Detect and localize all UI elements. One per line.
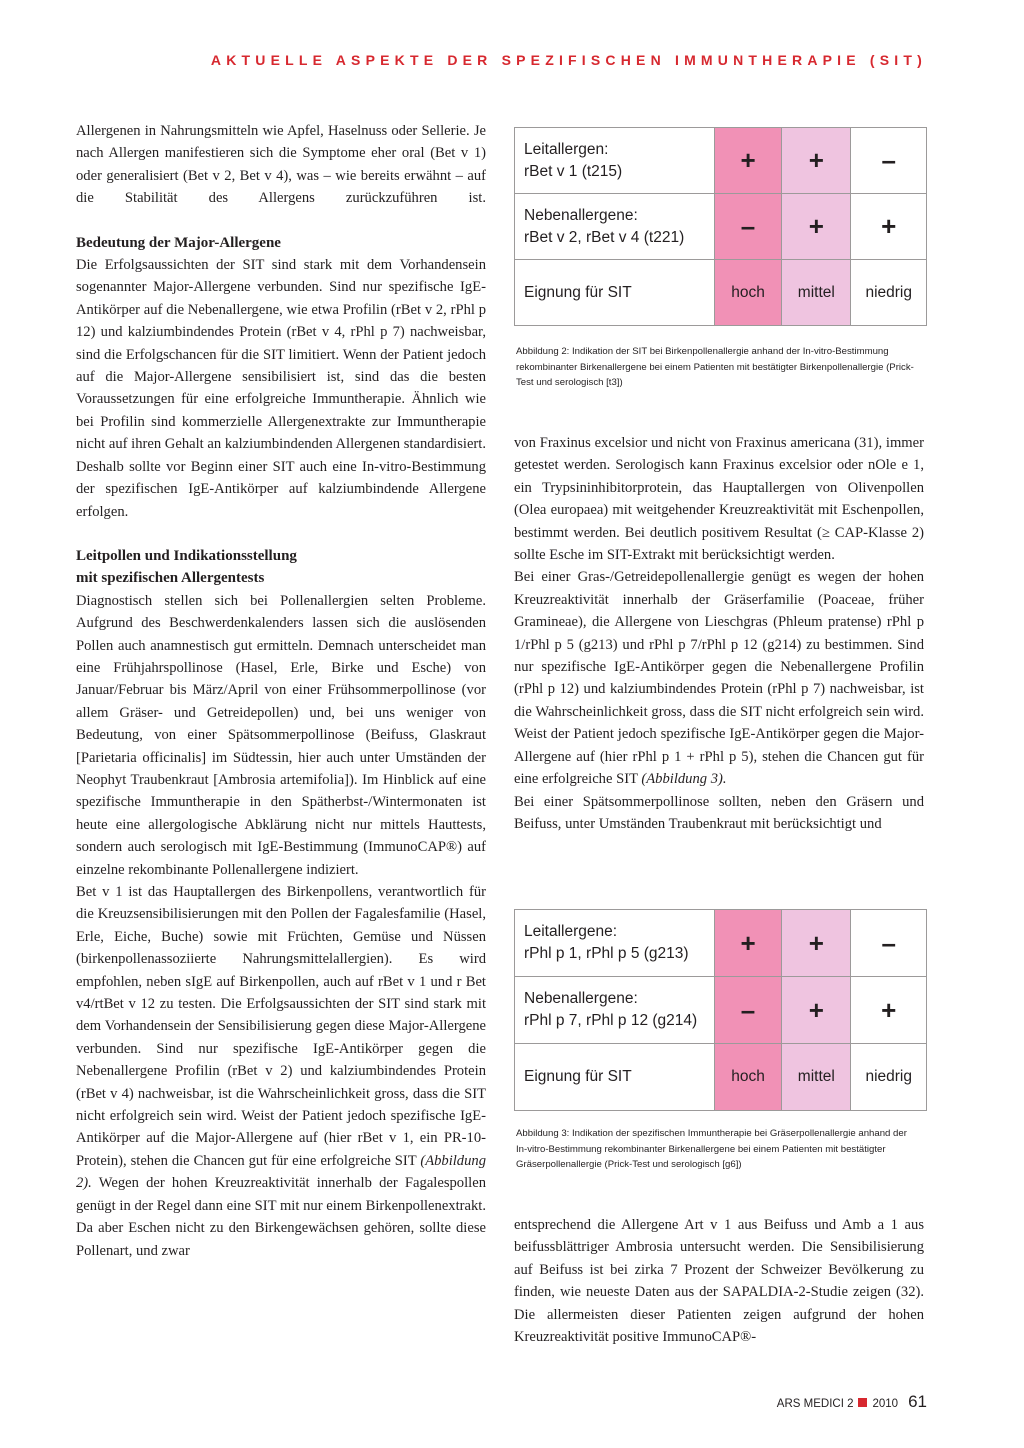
row-label-line: Leitallergene: — [524, 923, 618, 940]
row-label-line: rPhl p 7, rPhl p 12 (g214) — [524, 1012, 698, 1029]
cell-mittel: mittel — [782, 1044, 851, 1111]
cell-hoch: – — [714, 194, 781, 260]
paragraph-text: Bei einer Gras-/Getreidepollenallergie genügt es wegen der hohen Kreuzreaktivität innerhalb der Gräserfamilie (Poaceae, früher Gramineae), die Allergene von Lieschgras (Phleum pratense) rPhl p 1/rPhl p 5 (g213) und rPhl p 7/rPhl p 12 (g214) zu bestimmen. Sind nur spezifische IgE-Antikörper gegen die Nebenallergene Profilin (rPhl p 12) und kalziumbindendes Protein (rPhl p 7) nachweisbar, ist die Wahrscheinlichkeit gross, dass die SIT nicht erfolgreich sein wird. Weist der Patient jedoch spezifische IgE-Antikörper gegen die Major-Allergene auf (hier rPhl p 1 + rPhl p 5), stehen die Chancen gut für eine erfolgreiche SIT — [514, 569, 924, 788]
cell-niedrig: + — [851, 977, 927, 1044]
cell-niedrig: – — [851, 128, 927, 194]
row-label-line: Nebenallergene: — [524, 206, 638, 224]
row-label-line: Leitallergen: — [524, 140, 609, 158]
table-row — [515, 128, 927, 194]
cell-hoch: hoch — [714, 1044, 781, 1111]
table-row — [515, 1044, 927, 1111]
table-row — [515, 977, 927, 1044]
running-title: AKTUELLE ASPEKTE DER SPEZIFISCHEN IMMUNTHERAPIE (SIT) — [210, 52, 927, 68]
paragraph — [76, 881, 486, 1262]
table-row — [515, 194, 927, 260]
cell-mittel: mittel — [782, 260, 851, 326]
figure-2-caption: Abbildung 2: Indikation der SIT bei Birkenpollenallergie anhand der In-vitro-Bestimmung rekombinanter Birkenallergene bei einem Patienten mit bestätigter Birkenpollenallergie (Prick-Test und serologisch [t3]) — [516, 346, 914, 389]
figure-reference: (Abbildung 2). — [76, 1152, 486, 1192]
paragraph — [76, 120, 486, 210]
row-label — [515, 194, 715, 260]
figure-3-caption: Abbildung 3: Indikation der spezifischen Immuntherapie bei Gräserpollenallergie anhand der In-vitro-Bestimmung rekombinanter Birkenallergene bei einem Patienten mit bestätigter Gräserpollenallergie (Prick-Test und serologisch [g6]) — [516, 1128, 907, 1171]
row-label-line: Nebenallergene: — [524, 990, 638, 1007]
cell-hoch: + — [714, 128, 781, 194]
paragraph: von Fraxinus excelsior und nicht von Fraxinus americana (31), immer getestet werden. Serologisch kann Fraxinus excelsior oder nOle e 1, ein Trypsininhibitorprotein, das Hauptallergen von Olivenpollen (Olea europaea) mit weitgehender Kreuzreaktivität mit Eschenpollen, bestimmt werden. Bei deutlich positivem Resultat (≥ CAP-Klasse 2) sollte Esche im SIT-Extrakt mit berücksichtigt werden. — [514, 435, 924, 564]
row-label-line: rBet v 2, rBet v 4 (t221) — [524, 228, 685, 246]
cell-niedrig: – — [851, 910, 927, 977]
cell-mittel: + — [782, 977, 851, 1044]
red-square-icon — [858, 1398, 867, 1407]
heading-line-1: Leitpollen und Indikationsstellung — [76, 547, 297, 564]
page-footer — [777, 1392, 927, 1412]
row-label-line: rPhl p 1, rPhl p 5 (g213) — [524, 945, 689, 962]
page-number: 61 — [908, 1392, 927, 1411]
cell-niedrig: niedrig — [851, 1044, 927, 1111]
figure-2-table — [514, 127, 927, 326]
paragraph — [514, 566, 924, 790]
cell-mittel: + — [782, 910, 851, 977]
paragraph: entsprechend die Allergene Art v 1 aus Beifuss und Amb a 1 aus beifussblättriger Ambrosia untersucht werden. Die Sensibilisierung auf Beifuss ist bei zirka 7 Prozent der Schweizer Bevölkerung zu finden, wie neueste Daten aus der SAPALDIA-2-Studie zeigen (32). Die allermeisten dieser Patienten zeigen aufgrund der hohen Kreuzreaktivität positive ImmunoCAP®- — [514, 1217, 924, 1346]
right-column-upper — [514, 432, 924, 835]
paragraph-text: Wegen der hohen Kreuzreaktivität innerhalb der Fagalespollen genügt in der Regel dann eine SIT mit nur einem Birkenpollenextrakt. Da aber Eschen nicht zu den Birkengewächsen gehören, sollte diese Pollenart, und zwar — [76, 1175, 486, 1259]
cell-hoch: + — [714, 910, 781, 977]
paragraph-text: Allergenen in Nahrungsmitteln wie Apfel, Haselnuss oder Sellerie. Je nach Allergen manifestieren sich die Symptome eher oral (Bet v 1) oder generalisiert (Bet v 2, Bet v 4), was – wie bereits erwähnt – auf die Stabilität des Allergens zurückzuführen ist. — [76, 123, 486, 207]
cell-niedrig: niedrig — [851, 260, 927, 326]
row-label-line: rBet v 1 (t215) — [524, 162, 623, 180]
section-heading-leitpollen — [76, 545, 486, 590]
row-label — [515, 977, 715, 1044]
figure-3-table — [514, 909, 927, 1111]
cell-mittel: + — [782, 128, 851, 194]
cell-hoch: hoch — [714, 260, 781, 326]
paragraph: Die Erfolgsaussichten der SIT sind stark mit dem Vorhandensein sogenannter Major-Allergene verbunden. Sind nur spezifische IgE-Antikörper auf die Nebenallergene, wie etwa Profilin (rBet v 2, rPhl p 12) und kalziumbindendes Protein (rBet v 4, rPhl p 7) nachweisbar, sind die Erfolgschancen für die SIT limitiert. Wenn der Patient jedoch auf die Major-Allergene sensibilisiert ist, sind das die besten Voraussetzungen für eine erfolgreiche Immuntherapie. Ähnlich wie bei Profilin sind kommerzielle Allergenextrakte zur Immuntherapie nicht auf ihren Gehalt an kalziumbindenden Allergenen standardisiert. Deshalb sollte vor Beginn einer SIT auch eine In-vitro-Bestimmung der spezifischen IgE-Antikörper auf kalziumbindende Allergene erfolgen. — [76, 257, 486, 520]
row-label: Eignung für SIT — [515, 1044, 715, 1111]
paragraph: Diagnostisch stellen sich bei Pollenallergien selten Probleme. Aufgrund des Beschwerdenkalenders lassen sich die auslösenden Pollen auch anamnestisch gut ermitteln. Demnach unterscheidet man eine Frühjahrspollinose (Hasel, Erle, Birke und Esche) von Januar/Februar bis März/April von einer Frühsommerpollinose (vor allem Gräser- und Getreidepollen) und, bei uns weniger von Bedeutung, von einer Spätsommerpollinose (Beifuss, Glaskraut [Parietaria officinalis] im Südtessin, hier auch unter Umständen der Neophyt Traubenkraut [Ambrosia artemifolia]). Im Hinblick auf eine spezifische Immuntherapie in den Spätherbst-/Wintermonaten ist heute eine allergologische Abklärung nicht nur mittels Hauttests, sondern auch serologisch mit IgE-Bestimmung (ImmunoCAP®) auf einzelne rekombinante Pollenallergene indiziert. — [76, 592, 486, 878]
table-row — [515, 260, 927, 326]
figure-reference: (Abbildung 3). — [641, 771, 727, 788]
paragraph-text: Bet v 1 ist das Hauptallergen des Birkenpollens, verantwortlich für die Kreuzsensibilisierungen mit den Pollen der Fagalesfamilie (Hasel, Erle, Eiche, Buche) sowie mit Früchten, Gemüse und Nüssen (birkenpollenassoziierte Nahrungsmittelallergien). Es wird empfohlen, neben sIgE auf Birkenpollen, auch auf rBet v 1 und r Bet v4/rtBet v 12 zu testen. Die Erfolgsaussichten der SIT sind stark mit dem Vorhandensein der Sensibilisierung gegen diese Major-Allergene verbunden. Sind nur spezifische IgE-Antikörper gegen die Nebenallergene Profilin (rBet v 2) und kalziumbindendes Protein (rBet v 4) nachweisbar, ist die Wahrscheinlichkeit gross, dass die SIT nicht erfolgreich sein wird. Weist der Patient jedoch spezifische IgE-Antikörper auf die Major-Allergene auf (hier rBet v 1, ein PR-10-Protein), stehen die Chancen gut für eine erfolgreiche SIT — [76, 884, 486, 1169]
row-label — [515, 128, 715, 194]
left-column — [76, 120, 486, 1262]
table-row — [515, 910, 927, 977]
heading-line-2: mit spezifischen Allergentests — [76, 570, 265, 587]
journal-name: ARS MEDICI 2 — [776, 1398, 854, 1410]
cell-niedrig: + — [851, 194, 927, 260]
cell-mittel: + — [782, 194, 851, 260]
right-column-lower — [514, 1214, 924, 1348]
cell-hoch: – — [714, 977, 781, 1044]
section-heading-major-allergene: Bedeutung der Major-Allergene — [76, 234, 281, 251]
issue-year: 2010 — [872, 1398, 899, 1410]
row-label — [515, 910, 715, 977]
paragraph: Bei einer Spätsommerpollinose sollten, neben den Gräsern und Beifuss, unter Umständen Traubenkraut mit berücksichtigt und — [514, 793, 924, 832]
row-label: Eignung für SIT — [515, 260, 715, 326]
